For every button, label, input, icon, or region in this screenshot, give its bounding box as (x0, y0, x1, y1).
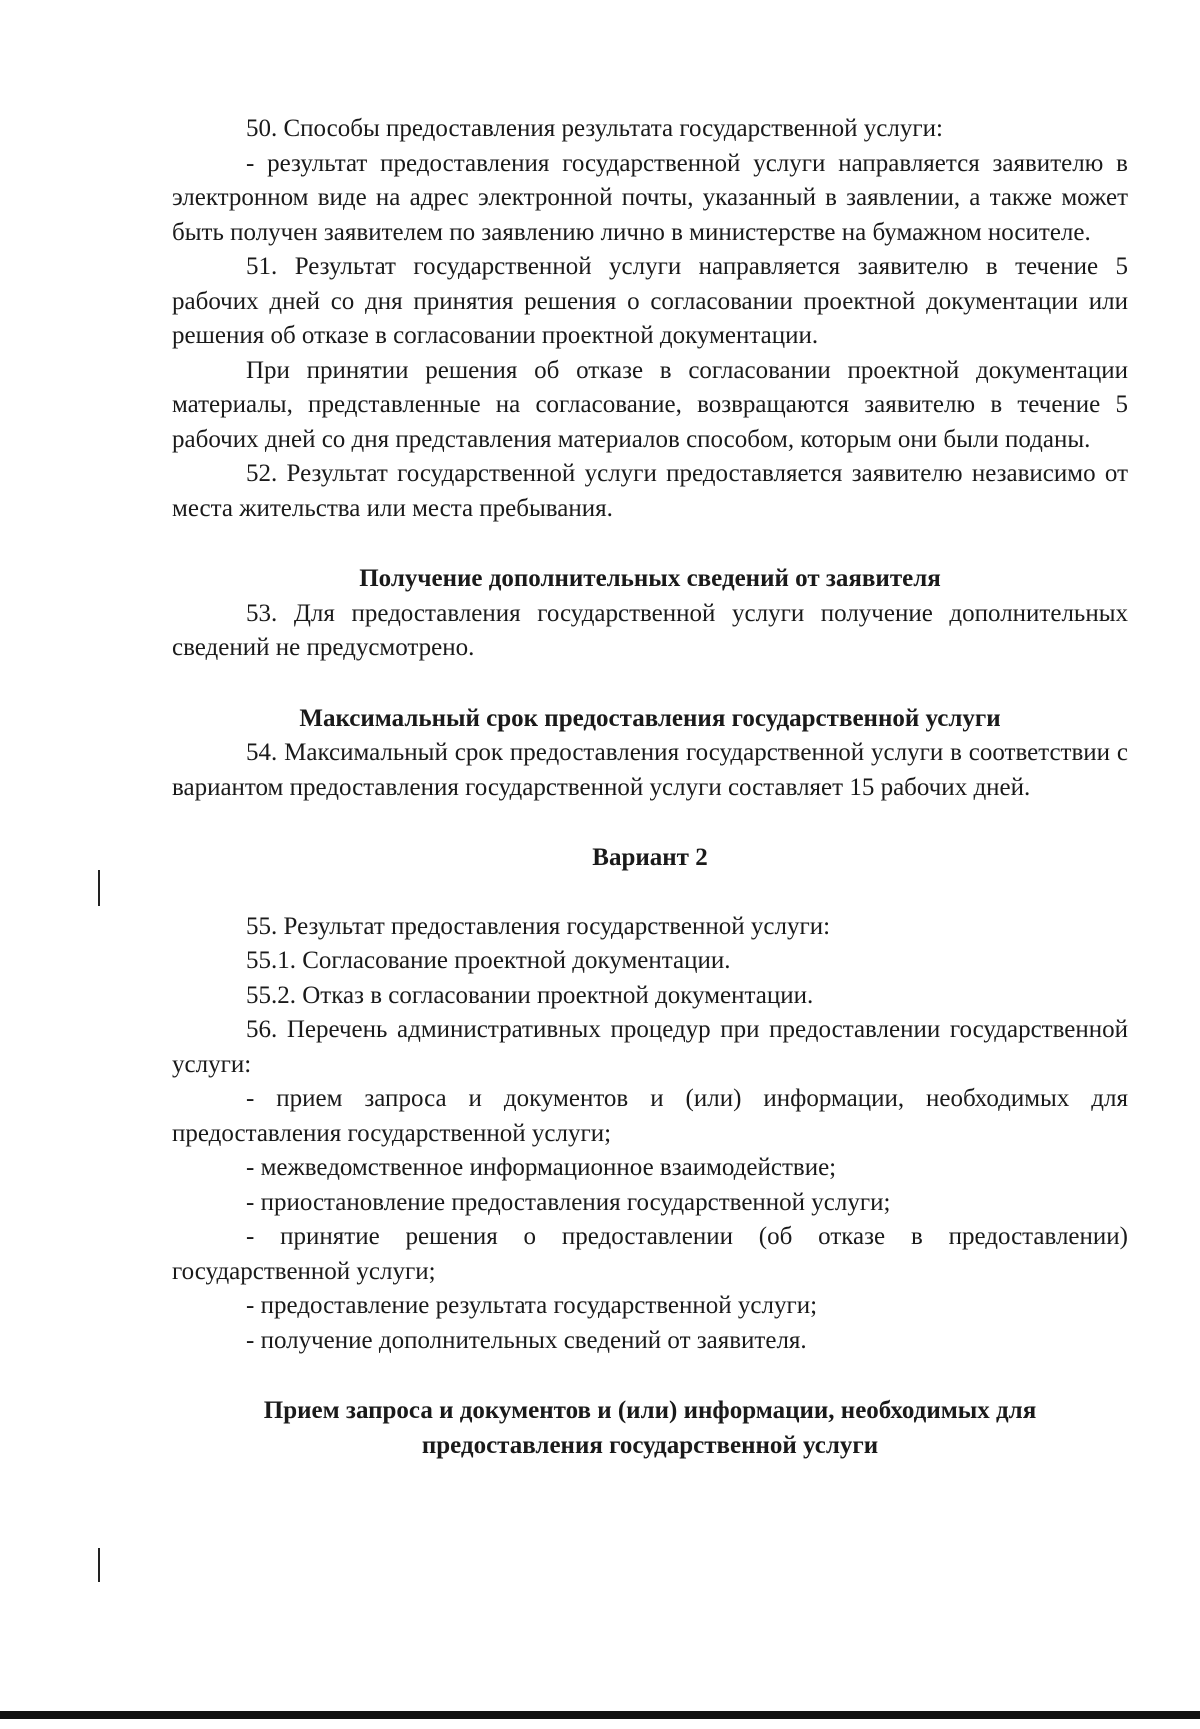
paragraph-50-body: - результат предоставления государственной услуги направляется заявителю в электронном виде на адрес электронной почты, указанный в заявлении, а также может быть получен заявителем по заявлению лично в министерстве на бумажном носителе. (172, 149, 1128, 246)
list-item: - прием запроса и документов и (или) информации, необходимых для предоставления государственной услуги; (172, 1085, 1128, 1147)
paragraph-51-refusal: При принятии решения об отказе в согласовании проектной документации материалы, представленные на согласование, возвращаются заявителю в течение 5 рабочих дней со дня представления материалов способом, которым они были поданы. (172, 356, 1128, 453)
paragraph-51: 51. Результат государственной услуги направляется заявителю в течение 5 рабочих дней со дня принятия решения о согласовании проектной документации или решения об отказе в согласовании проектной документации. (172, 253, 1128, 349)
heading-reception-line-2: предоставления государственной услуги (421, 1431, 879, 1459)
document-page (172, 112, 1128, 1463)
paragraph-55: 55. Результат предоставления государственной услуги: (246, 912, 831, 940)
page-bottom-rule (0, 1711, 1200, 1719)
paragraph-53: 53. Для предоставления государственной услуги получение дополнительных сведений не предусмотрено. (172, 599, 1128, 661)
paragraph-52: 52. Результат государственной услуги предоставляется заявителю независимо от места жительства или места пребывания. (172, 460, 1128, 522)
paragraph-56: 56. Перечень административных процедур при предоставлении государственной услуги: (172, 1016, 1128, 1078)
paragraph-54: 54. Максимальный срок предоставления государственной услуги в соответствии с вариантом предоставления государственной услуги составляет 15 рабочих дней. (172, 739, 1128, 801)
list-item: - предоставление результата государственной услуги; (246, 1292, 818, 1319)
paragraph-55-1: 55.1. Согласование проектной документации. (246, 947, 731, 974)
list-item: - принятие решения о предоставлении (об отказе в предоставлении) государственной услуги; (172, 1223, 1128, 1285)
list-item: - межведомственное информационное взаимодействие; (246, 1154, 837, 1181)
paragraph-50-title: 50. Способы предоставления результата государственной услуги: (246, 115, 943, 142)
heading-additional-info: Получение дополнительных сведений от заявителя (359, 565, 941, 592)
heading-variant-2: Вариант 2 (592, 844, 708, 871)
paragraph-55-2: 55.2. Отказ в согласовании проектной документации. (246, 981, 814, 1009)
list-item: - приостановление предоставления государственной услуги; (246, 1188, 891, 1216)
list-item: - получение дополнительных сведений от заявителя. (246, 1326, 807, 1354)
heading-max-term: Максимальный срок предоставления государственной услуги (299, 704, 1001, 732)
heading-reception-line-1: Прием запроса и документов и (или) информации, необходимых для (263, 1397, 1037, 1424)
margin-mark-lower (98, 1548, 100, 1582)
margin-mark-upper (98, 870, 100, 906)
